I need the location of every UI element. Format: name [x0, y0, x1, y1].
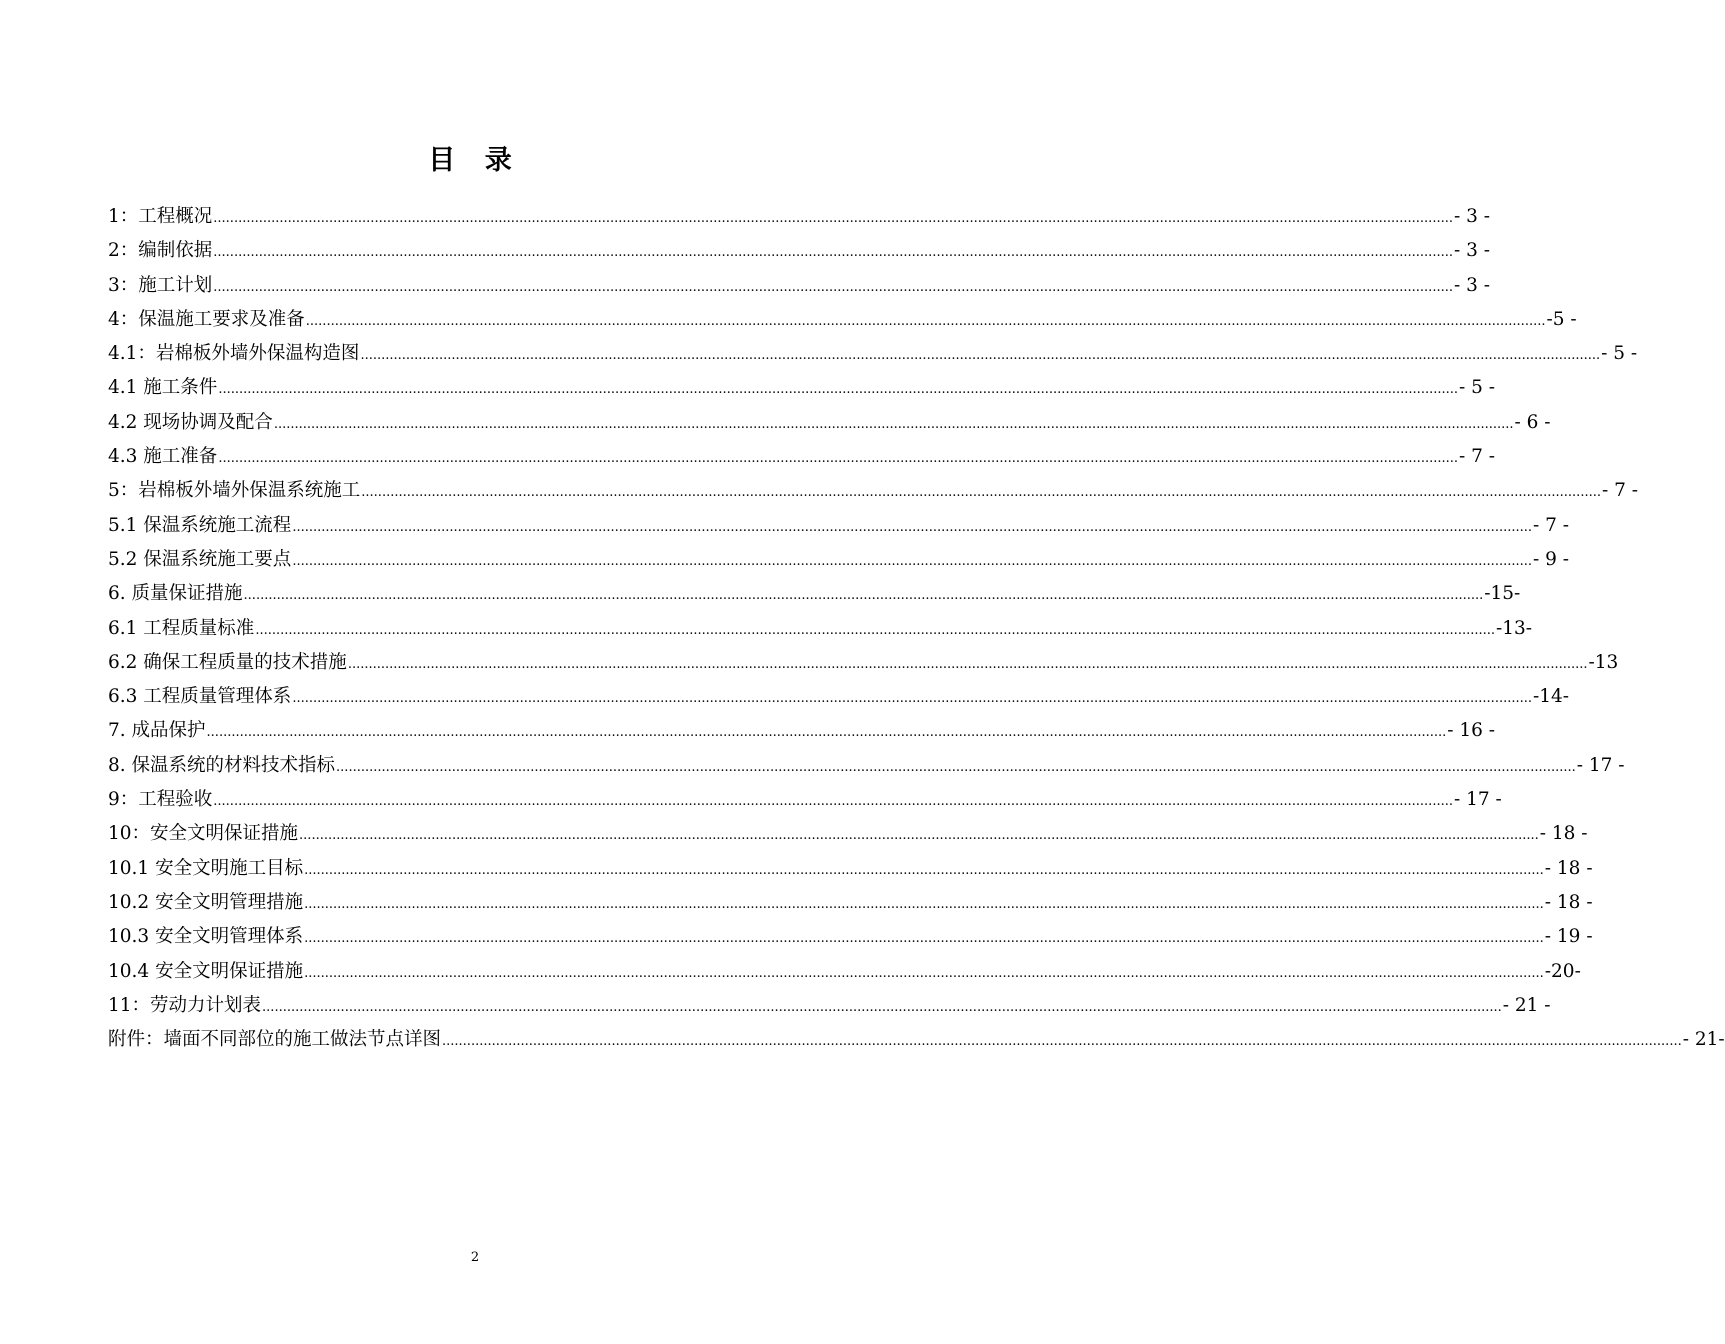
toc-leader-dots: ............................................................................................................................................................................................................................................................................................................: [347, 656, 1588, 672]
toc-leader-dots: ............................................................................................................................................................................................................................................................................................................: [299, 828, 1539, 844]
toc-entry[interactable]: [108, 305, 1577, 339]
toc-entry-label: 8. 保温系统的材料技术指标: [108, 754, 336, 776]
toc-entry-page: - 3 -: [1453, 206, 1491, 227]
toc-entry-label: 6.1 工程质量标准: [108, 617, 255, 639]
toc-entry-page: -15-: [1484, 583, 1521, 605]
toc-entry-page: - 3 -: [1453, 240, 1491, 262]
toc-entry[interactable]: [108, 545, 1570, 579]
toc-entry[interactable]: [108, 511, 1570, 545]
toc-entry[interactable]: [108, 442, 1496, 476]
toc-entry-page: - 21-: [1682, 1029, 1725, 1051]
toc-entry[interactable]: [108, 785, 1502, 819]
toc-entry-label: 10.2 安全文明管理措施: [108, 891, 304, 913]
toc-leader-dots: ............................................................................................................................................................................................................................................................................................................: [304, 862, 1544, 878]
toc-entry-page: - 17 -: [1576, 754, 1625, 776]
toc-leader-dots: ............................................................................................................................................................................................................................................................................................................: [206, 725, 1447, 741]
toc-entry-label: 1：工程概况: [108, 206, 213, 227]
toc-entry[interactable]: [108, 476, 1639, 510]
toc-leader-dots: ............................................................................................................................................................................................................................................................................................................: [213, 211, 1453, 226]
toc-entry-page: - 18 -: [1539, 823, 1588, 845]
toc-entry-page: -13: [1588, 651, 1619, 673]
toc-entry-page: - 9 -: [1533, 548, 1570, 570]
toc-entry[interactable]: [108, 751, 1625, 785]
toc-entry[interactable]: [108, 373, 1496, 407]
toc-leader-dots: ............................................................................................................................................................................................................................................................................................................: [218, 451, 1459, 467]
toc-leader-dots: ............................................................................................................................................................................................................................................................................................................: [255, 622, 1496, 638]
toc-entry-page: - 6 -: [1514, 411, 1551, 433]
page-title: 目 录: [428, 145, 522, 176]
toc-entry[interactable]: [108, 819, 1588, 853]
toc-entry-page: -5 -: [1546, 308, 1577, 330]
toc-entry-label: 附件：墙面不同部位的施工做法节点详图: [108, 1029, 442, 1051]
toc-entry-page: -13-: [1496, 617, 1533, 639]
toc-entry-page: - 19 -: [1544, 926, 1593, 948]
toc-leader-dots: ............................................................................................................................................................................................................................................................................................................: [305, 313, 1546, 329]
toc-entry[interactable]: [108, 648, 1619, 682]
toc-entry[interactable]: [108, 682, 1570, 716]
toc-entry-label: 3：施工计划: [108, 274, 213, 296]
toc-entry-page: - 18 -: [1544, 857, 1593, 879]
toc-entry-label: 10.3 安全文明管理体系: [108, 926, 304, 948]
toc-entry-label: 10.4 安全文明保证措施: [108, 960, 304, 982]
toc-leader-dots: ............................................................................................................................................................................................................................................................................................................: [262, 999, 1502, 1015]
toc-entry-page: - 7 -: [1601, 480, 1639, 502]
toc-entry-label: 5：岩棉板外墙外保温系统施工: [108, 480, 361, 502]
toc-entry-page: - 5 -: [1601, 343, 1638, 365]
toc-leader-dots: ............................................................................................................................................................................................................................................................................................................: [442, 1034, 1682, 1050]
toc-entry-page: - 5 -: [1459, 377, 1496, 399]
toc-entry-page: -14-: [1533, 686, 1570, 708]
toc-entry-label: 5.1 保温系统施工流程: [108, 514, 292, 536]
toc-leader-dots: ............................................................................................................................................................................................................................................................................................................: [304, 931, 1544, 947]
toc-leader-dots: ............................................................................................................................................................................................................................................................................................................: [243, 588, 1484, 604]
toc-entry[interactable]: [108, 579, 1521, 613]
toc-entry-label: 6.2 确保工程质量的技术措施: [108, 651, 347, 673]
toc-entry-label: 10：安全文明保证措施: [108, 823, 299, 845]
toc-entry[interactable]: [108, 236, 1491, 270]
toc-entry-page: - 17 -: [1453, 789, 1502, 811]
toc-entry-page: - 18 -: [1544, 891, 1593, 913]
toc-entry[interactable]: [108, 614, 1533, 648]
toc-leader-dots: ............................................................................................................................................................................................................................................................................................................: [361, 485, 1601, 501]
toc-entry-label: 6.3 工程质量管理体系: [108, 686, 292, 708]
table-of-contents: [108, 202, 1725, 1059]
toc-entry-page: - 7 -: [1459, 446, 1496, 468]
toc-entry-label: 4.1 施工条件: [108, 377, 218, 399]
toc-leader-dots: ............................................................................................................................................................................................................................................................................................................: [292, 553, 1533, 569]
toc-leader-dots: ............................................................................................................................................................................................................................................................................................................: [304, 965, 1544, 981]
toc-leader-dots: ............................................................................................................................................................................................................................................................................................................: [292, 519, 1533, 535]
toc-leader-dots: ............................................................................................................................................................................................................................................................................................................: [336, 759, 1576, 775]
toc-entry-page: - 21 -: [1502, 994, 1551, 1016]
toc-leader-dots: ............................................................................................................................................................................................................................................................................................................: [304, 896, 1544, 912]
toc-entry-page: - 16 -: [1447, 720, 1496, 742]
toc-entry-label: 10.1 安全文明施工目标: [108, 857, 304, 879]
toc-entry-label: 9：工程验收: [108, 789, 213, 811]
toc-entry[interactable]: [108, 271, 1491, 305]
page-number: 2: [470, 1250, 480, 1265]
toc-entry-label: 11：劳动力计划表: [108, 994, 262, 1016]
toc-entry-page: -20-: [1544, 960, 1581, 982]
toc-leader-dots: ............................................................................................................................................................................................................................................................................................................: [213, 279, 1453, 295]
toc-entry-page: - 3 -: [1453, 274, 1491, 296]
toc-entry-label: 7. 成品保护: [108, 720, 206, 742]
toc-entry[interactable]: [108, 922, 1593, 956]
toc-entry[interactable]: [108, 408, 1551, 442]
toc-entry-page: - 7 -: [1533, 514, 1570, 536]
toc-entry[interactable]: [108, 888, 1593, 922]
toc-entry-label: 4.1：岩棉板外墙外保温构造图: [108, 343, 360, 365]
toc-leader-dots: ............................................................................................................................................................................................................................................................................................................: [213, 794, 1453, 810]
toc-entry-label: 4.2 现场协调及配合: [108, 411, 273, 433]
toc-entry-label: 6. 质量保证措施: [108, 583, 243, 605]
toc-entry[interactable]: [108, 1025, 1725, 1059]
toc-leader-dots: ............................................................................................................................................................................................................................................................................................................: [213, 245, 1453, 261]
toc-entry[interactable]: [108, 716, 1496, 750]
toc-entry[interactable]: [108, 854, 1593, 888]
toc-leader-dots: ............................................................................................................................................................................................................................................................................................................: [360, 348, 1601, 364]
toc-entry[interactable]: [108, 202, 1491, 236]
toc-leader-dots: ............................................................................................................................................................................................................................................................................................................: [292, 691, 1533, 707]
toc-entry-label: 4.3 施工准备: [108, 446, 218, 468]
toc-entry-label: 2：编制依据: [108, 240, 213, 262]
toc-entry-label: 4：保温施工要求及准备: [108, 308, 305, 330]
toc-entry[interactable]: [108, 991, 1551, 1025]
toc-entry-label: 5.2 保温系统施工要点: [108, 548, 292, 570]
toc-leader-dots: ............................................................................................................................................................................................................................................................................................................: [273, 416, 1514, 432]
toc-entry[interactable]: [108, 339, 1638, 373]
toc-leader-dots: ............................................................................................................................................................................................................................................................................................................: [218, 382, 1459, 398]
toc-entry[interactable]: [108, 957, 1581, 991]
